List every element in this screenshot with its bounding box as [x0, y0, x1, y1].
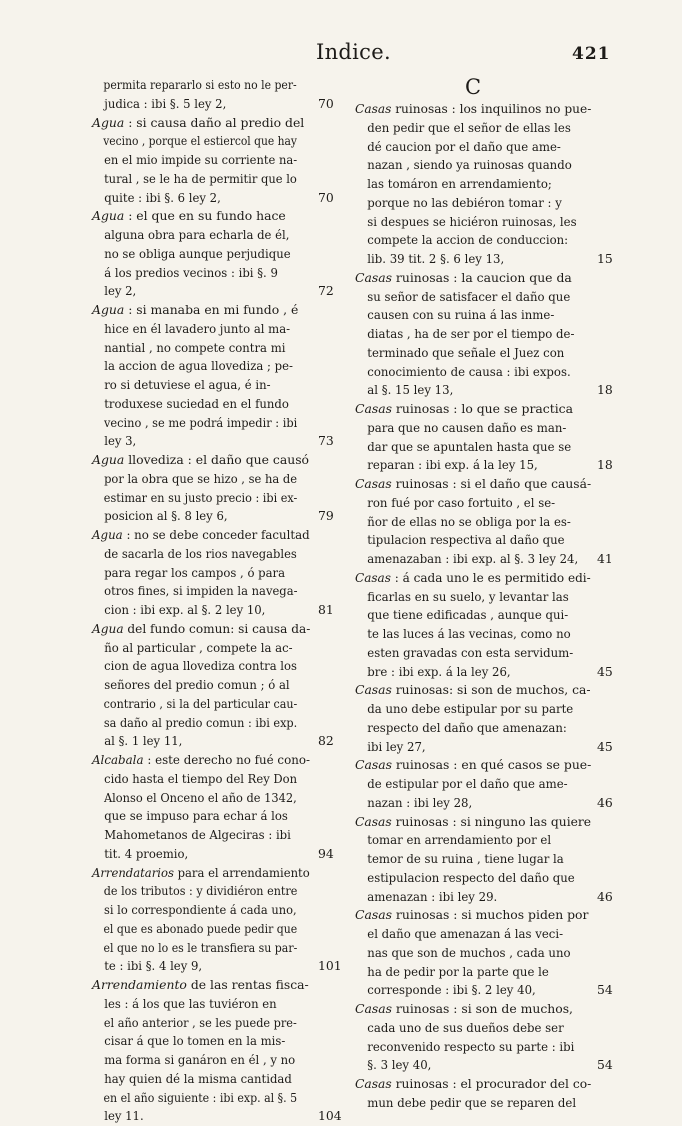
entry-line: nazan : ibi ley 28,	[367, 794, 473, 810]
entry-text: : el que en su fundo hace	[124, 208, 286, 224]
page-reference: 73	[318, 433, 334, 449]
page-reference: 70	[318, 189, 334, 205]
entry-text: de las rentas fisca-	[186, 977, 309, 992]
entry-line: ibi ley 27,	[367, 738, 426, 754]
entry-line: dar que se apuntalen hasta que se	[367, 438, 572, 454]
entry-line: vecino , se me podrá impedir : ibi	[103, 414, 298, 430]
entry-keyword: Casas	[355, 476, 392, 491]
entry-keyword: Casas	[355, 269, 392, 285]
entry-line: tipulacion respectiva al daño que	[367, 532, 565, 548]
entry-keyword: Casas	[355, 1001, 392, 1016]
entry-line: de sacarla de los rios navegables	[104, 545, 297, 561]
page-reference: 81	[318, 602, 334, 617]
index-column-right	[355, 75, 613, 1113]
entry-keyword: Casas	[355, 813, 392, 829]
entry-keyword: Arrendatarios	[92, 864, 174, 880]
entry-line: para que no causen daño es man-	[367, 419, 567, 435]
entry-line: quite : ibi §. 6 ley 2,	[104, 189, 221, 205]
entry-line: el que no lo es le transfiera su par-	[103, 939, 298, 955]
entry-line: el año anterior , se les puede pre-	[103, 1014, 297, 1030]
entry-line: posicion al §. 8 ley 6,	[104, 508, 228, 524]
entry-line	[92, 976, 310, 995]
page-reference: 104	[318, 1108, 342, 1124]
page-reference: 45	[597, 738, 613, 754]
page-reference: 18	[597, 457, 613, 473]
entry-keyword: Casas	[355, 101, 392, 116]
entry-line: reconvenido respecto su parte : ibi	[367, 1038, 575, 1054]
entry-line	[92, 301, 310, 320]
section-letter: C	[464, 75, 482, 99]
entry-line: otros fines, si impiden la navega-	[104, 583, 298, 599]
entry-line: cada uno de sus dueños debe ser	[367, 1019, 564, 1035]
index-entry	[355, 100, 613, 269]
entry-line: alguna obra para echarla de él,	[104, 227, 290, 242]
entry-line: en el mio impide su corriente na-	[104, 152, 298, 167]
entry-line: amenazan : ibi ley 29.	[367, 888, 498, 904]
entry-line: esten gravadas con esta servidum-	[367, 644, 574, 660]
entry-line: mun debe pedir que se reparen del	[367, 1094, 577, 1110]
entry-line: conocimiento de causa : ibi expos.	[367, 363, 571, 379]
entry-line	[355, 1000, 591, 1019]
index-entry	[92, 620, 334, 751]
index-entry	[92, 451, 334, 526]
index-entry	[355, 906, 613, 1000]
entry-line	[92, 451, 310, 470]
entry-keyword: Casas	[355, 757, 392, 773]
entry-line: para regar los campos , ó para	[104, 564, 286, 580]
entry-line: nas que son de muchos , cada uno	[367, 944, 571, 960]
entry-text: ruinosas: si son de muchos, ca-	[391, 682, 591, 698]
entry-line: cion de agua llovediza contra los	[104, 658, 297, 674]
index-entry	[92, 76, 334, 114]
page-reference: 54	[597, 982, 613, 998]
entry-line: ñor de ellas no se obliga por la es-	[367, 513, 571, 529]
page-reference: 18	[597, 382, 613, 398]
page-reference: 72	[318, 283, 334, 299]
entry-line: porque no las debiéron tomar : y	[367, 194, 562, 210]
running-head: Indice.	[316, 40, 391, 64]
entry-line: si lo correspondiente á cada uno,	[103, 902, 297, 917]
entry-line	[355, 269, 591, 288]
entry-line: cion : ibi exp. al §. 2 ley 10,	[104, 602, 266, 617]
page-reference: 54	[597, 1057, 613, 1073]
entry-keyword: Agua	[92, 302, 125, 317]
entry-line	[92, 207, 310, 226]
page-reference: 101	[318, 958, 342, 974]
entry-keyword: Casas	[355, 569, 391, 585]
entry-line: la accion de agua llovediza ; pe-	[104, 358, 293, 374]
entry-text: : si manaba en mi fundo , é	[124, 302, 299, 317]
entry-line: nazan , siendo ya ruinosas quando	[367, 157, 572, 173]
entry-line	[355, 569, 591, 588]
entry-text: ruinosas : si el daño que causá-	[391, 476, 592, 491]
entry-line: causen con su ruina á las inme-	[367, 307, 555, 323]
entry-text: ruinosas : si muchos piden por	[391, 907, 589, 923]
page-reference: 70	[318, 95, 334, 111]
entry-line: permita repararlo si esto no le per-	[103, 77, 297, 92]
entry-line: da uno debe estipular por su parte	[367, 701, 574, 716]
entry-line	[355, 400, 591, 419]
entry-line	[355, 681, 590, 700]
index-column-left	[92, 76, 342, 1126]
entry-text: : no se debe conceder facultad	[122, 527, 310, 542]
page-reference: 46	[597, 888, 613, 904]
entry-line: á los predios vecinos : ibi §. 9	[104, 264, 278, 280]
entry-line: bre : ibi exp. á la ley 26,	[367, 663, 511, 679]
entry-line: en el año siguiente : ibi exp. al §. 5	[103, 1089, 298, 1105]
entry-text: ruinosas : si ninguno las quiere	[391, 813, 592, 829]
index-entry	[355, 756, 613, 812]
entry-line: de estipular por el daño que ame-	[367, 776, 568, 791]
entry-line: ño al particular , compete la ac-	[104, 639, 293, 655]
index-entry	[355, 569, 613, 682]
entry-line: hice en él lavadero junto al ma-	[104, 320, 291, 336]
entry-line: las tomáron en arrendamiento;	[367, 176, 552, 191]
entry-line	[92, 526, 310, 545]
entry-line	[92, 620, 311, 639]
entry-line: judica : ibi §. 5 ley 2,	[104, 95, 227, 111]
entry-text: ruinosas : el procurador del co-	[391, 1076, 592, 1091]
entry-text: ruinosas : la caucion que da	[391, 269, 572, 285]
entry-line: estimar en su justo precio : ibi ex-	[103, 489, 298, 505]
entry-line: al §. 1 ley 11,	[104, 733, 183, 749]
entry-line: cisar á que lo tomen en la mis-	[104, 1033, 286, 1049]
page-reference: 82	[318, 733, 334, 749]
index-entry	[92, 207, 334, 301]
entry-line: ficarlas en su suelo, y levantar las	[367, 588, 569, 604]
index-entry	[92, 301, 334, 451]
entry-line: que tiene edificadas , aunque qui-	[367, 607, 569, 623]
entry-line: señores del predio comun ; ó al	[104, 677, 290, 692]
entry-line: que se impuso para echar á los	[104, 808, 288, 824]
entry-line: corresponde : ibi §. 2 ley 40,	[367, 982, 536, 998]
page-reference: 94	[318, 845, 334, 861]
index-entry	[92, 751, 334, 864]
page-reference: 41	[597, 551, 613, 566]
entry-line: ley 2,	[104, 283, 137, 299]
entry-keyword: Casas	[355, 1076, 392, 1091]
entry-line	[92, 864, 310, 883]
entry-line	[355, 475, 592, 494]
entry-keyword: Agua	[92, 452, 125, 467]
entry-line: Mahometanos de Algeciras : ibi	[104, 827, 291, 842]
page-reference: 46	[597, 794, 613, 810]
entry-text: ruinosas : en qué casos se pue-	[391, 757, 592, 773]
entry-keyword: Casas	[355, 907, 392, 923]
entry-line: el daño que amenazan á las veci-	[367, 926, 564, 941]
entry-line: su señor de satisfacer el daño que	[367, 288, 571, 304]
entry-text: : este derecho no fué cono-	[143, 752, 310, 767]
entry-line: hay quien dé la misma cantidad	[104, 1070, 292, 1086]
entry-text: ruinosas : si son de muchos,	[391, 1001, 573, 1016]
entry-keyword: Casas	[355, 682, 392, 698]
entry-line: dé caucion por el daño que ame-	[367, 138, 561, 154]
index-entry	[92, 114, 334, 208]
entry-keyword: Alcabala	[92, 752, 144, 767]
entry-text: ruinosas : los inquilinos no pue-	[391, 101, 592, 116]
entry-line: te : ibi §. 4 ley 9,	[104, 958, 203, 974]
entry-text: : á cada uno le es permitido edi-	[390, 569, 591, 585]
entry-line: no se obliga aunque perjudique	[104, 245, 291, 261]
entry-keyword: Casas	[355, 401, 392, 416]
entry-line: nantial , no compete contra mi	[104, 339, 286, 355]
index-entry	[355, 475, 613, 569]
index-entry	[355, 1000, 613, 1075]
entry-text: : si causa daño al predio del	[124, 114, 305, 130]
entry-keyword: Agua	[92, 620, 124, 636]
entry-line: §. 3 ley 40,	[367, 1057, 432, 1073]
entry-text: del fundo comun: si causa da-	[123, 620, 311, 636]
entry-line	[92, 751, 310, 770]
entry-line: ro si detuviese el agua, é in-	[104, 377, 271, 392]
entry-line: troduxese suciedad en el fundo	[104, 395, 289, 411]
index-entry	[355, 813, 613, 907]
page-reference: 79	[318, 508, 334, 524]
entry-line	[355, 756, 591, 775]
entry-text: para el arrendamiento	[173, 864, 310, 880]
entry-line: ha de pedir por la parte que le	[367, 963, 549, 979]
page-number: 421	[572, 44, 611, 64]
entry-line	[355, 813, 592, 832]
entry-line: lib. 39 tit. 2 §. 6 ley 13,	[367, 251, 505, 266]
entry-line: tural , se le ha de permitir que lo	[104, 170, 297, 186]
entry-line: al §. 15 ley 13,	[367, 382, 454, 398]
index-entry	[92, 976, 342, 1126]
entry-text: ruinosas : lo que se practica	[391, 401, 574, 416]
entry-line	[355, 100, 592, 119]
entry-line	[355, 1075, 592, 1094]
entry-line: amenazaban : ibi exp. al §. 3 ley 24,	[367, 551, 579, 566]
entry-keyword: Agua	[92, 208, 125, 224]
page-reference: 45	[597, 663, 613, 679]
entry-line: temor de su ruina , tiene lugar la	[367, 851, 564, 866]
entry-line: contrario , si la del particular cau-	[103, 695, 298, 711]
entry-line: sa daño al predio comun : ibi exp.	[103, 714, 298, 730]
entry-text: llovediza : el daño que causó	[124, 452, 310, 467]
entry-line: respecto del daño que amenazan:	[367, 719, 567, 735]
entry-line: reparan : ibi exp. á la ley 15,	[367, 457, 538, 473]
entry-line: estipulacion respecto del daño que	[367, 869, 575, 885]
entry-line	[92, 114, 310, 133]
entry-keyword: Arrendamiento	[92, 977, 187, 992]
right-entries	[355, 100, 613, 1113]
entry-line: diatas , ha de ser por el tiempo de-	[367, 326, 575, 341]
index-entry	[355, 681, 613, 756]
index-entry	[92, 864, 342, 977]
index-entry	[92, 526, 334, 620]
entry-line: vecino , porque el estiercol que hay	[103, 133, 297, 149]
entry-line: tit. 4 proemio,	[104, 845, 189, 861]
entry-line: si despues se hiciéron ruinosas, les	[367, 213, 577, 229]
entry-line: compete la accion de conduccion:	[367, 232, 569, 248]
index-entry	[355, 400, 613, 475]
entry-line: terminado que señale el Juez con	[367, 344, 565, 360]
entry-line: ron fué por caso fortuito , el se-	[367, 494, 556, 510]
entry-line: el que es abonado puede pedir que	[103, 920, 298, 936]
entry-line: de los tributos : y dividiéron entre	[103, 883, 298, 899]
entry-line: te las luces á las vecinas, como no	[367, 626, 571, 641]
entry-line: ley 11.	[104, 1108, 144, 1124]
entry-line: por la obra que se hizo , se ha de	[104, 470, 298, 486]
index-entry	[355, 1075, 591, 1113]
entry-line: den pedir que el señor de ellas les	[367, 119, 571, 135]
entry-line: les : á los que las tuviéron en	[104, 995, 277, 1011]
entry-keyword: Agua	[92, 114, 125, 130]
page-reference: 15	[597, 251, 613, 266]
entry-line: ley 3,	[104, 433, 137, 449]
entry-line: Alonso el Onceno el año de 1342,	[103, 789, 297, 805]
entry-line: ma forma si ganáron en él , y no	[104, 1052, 296, 1067]
entry-line	[355, 906, 591, 925]
entry-line: tomar en arrendamiento por el	[367, 832, 552, 848]
index-entry	[355, 269, 613, 400]
entry-line: cido hasta el tiempo del Rey Don	[104, 770, 298, 786]
entry-keyword: Agua	[92, 527, 123, 542]
